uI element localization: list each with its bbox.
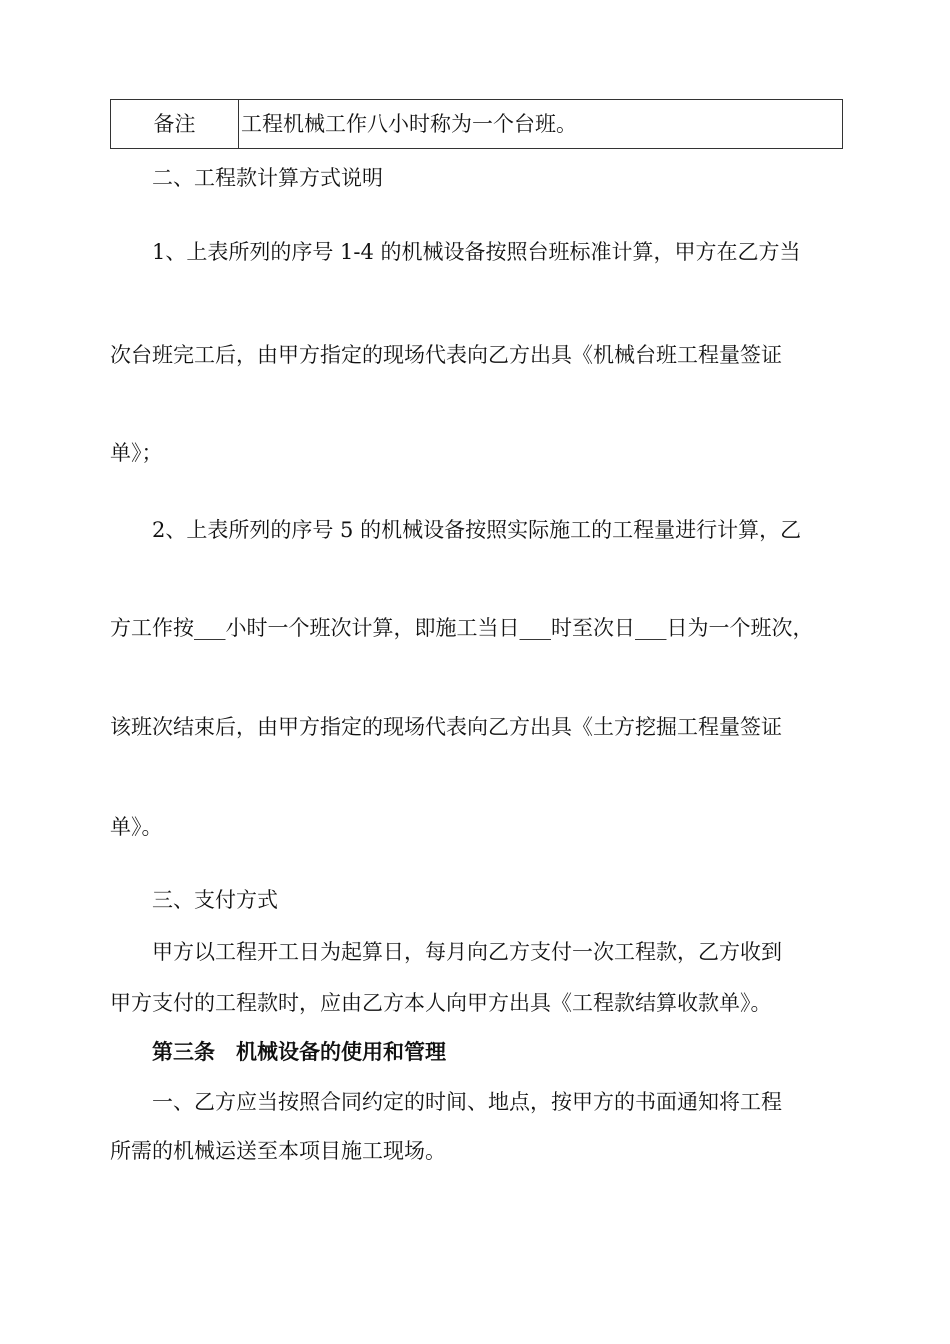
section-2-para-2-line-2: 方工作按___小时一个班次计算，即施工当日___时至次日___日为一个班次， [110, 616, 814, 640]
section-2-para-2-line-3: 该班次结束后，由甲方指定的现场代表向乙方出具《土方挖掘工程量签证 [110, 715, 782, 739]
section-2-para-2-line-4: 单》。 [110, 815, 163, 839]
section-3-heading: 三、支付方式 [152, 888, 278, 912]
section-2-para-1-line-2: 次台班完工后，由甲方指定的现场代表向乙方出具《机械台班工程量签证 [110, 343, 782, 367]
remarks-label-cell: 备注 [111, 100, 239, 148]
article-3-line-1: 一、乙方应当按照合同约定的时间、地点，按甲方的书面通知将工程 [152, 1090, 782, 1114]
section-3-line-1: 甲方以工程开工日为起算日，每月向乙方支付一次工程款，乙方收到 [152, 940, 782, 964]
article-3-line-2: 所需的机械运送至本项目施工现场。 [110, 1139, 446, 1163]
article-3-heading: 第三条 机械设备的使用和管理 [152, 1039, 446, 1064]
section-2-heading: 二、工程款计算方式说明 [152, 166, 383, 190]
section-3-line-2: 甲方支付的工程款时，应由乙方本人向甲方出具《工程款结算收款单》。 [110, 991, 772, 1015]
remarks-table-row [110, 99, 843, 149]
section-2-para-1-line-1: 1、上表所列的序号 1-4 的机械设备按照台班标准计算，甲方在乙方当 [152, 240, 801, 264]
remarks-value-cell: 工程机械工作八小时称为一个台班。 [241, 112, 577, 136]
section-2-para-1-line-3: 单》； [110, 441, 163, 465]
section-2-para-2-line-1: 2、上表所列的序号 5 的机械设备按照实际施工的工程量进行计算，乙 [152, 518, 802, 542]
